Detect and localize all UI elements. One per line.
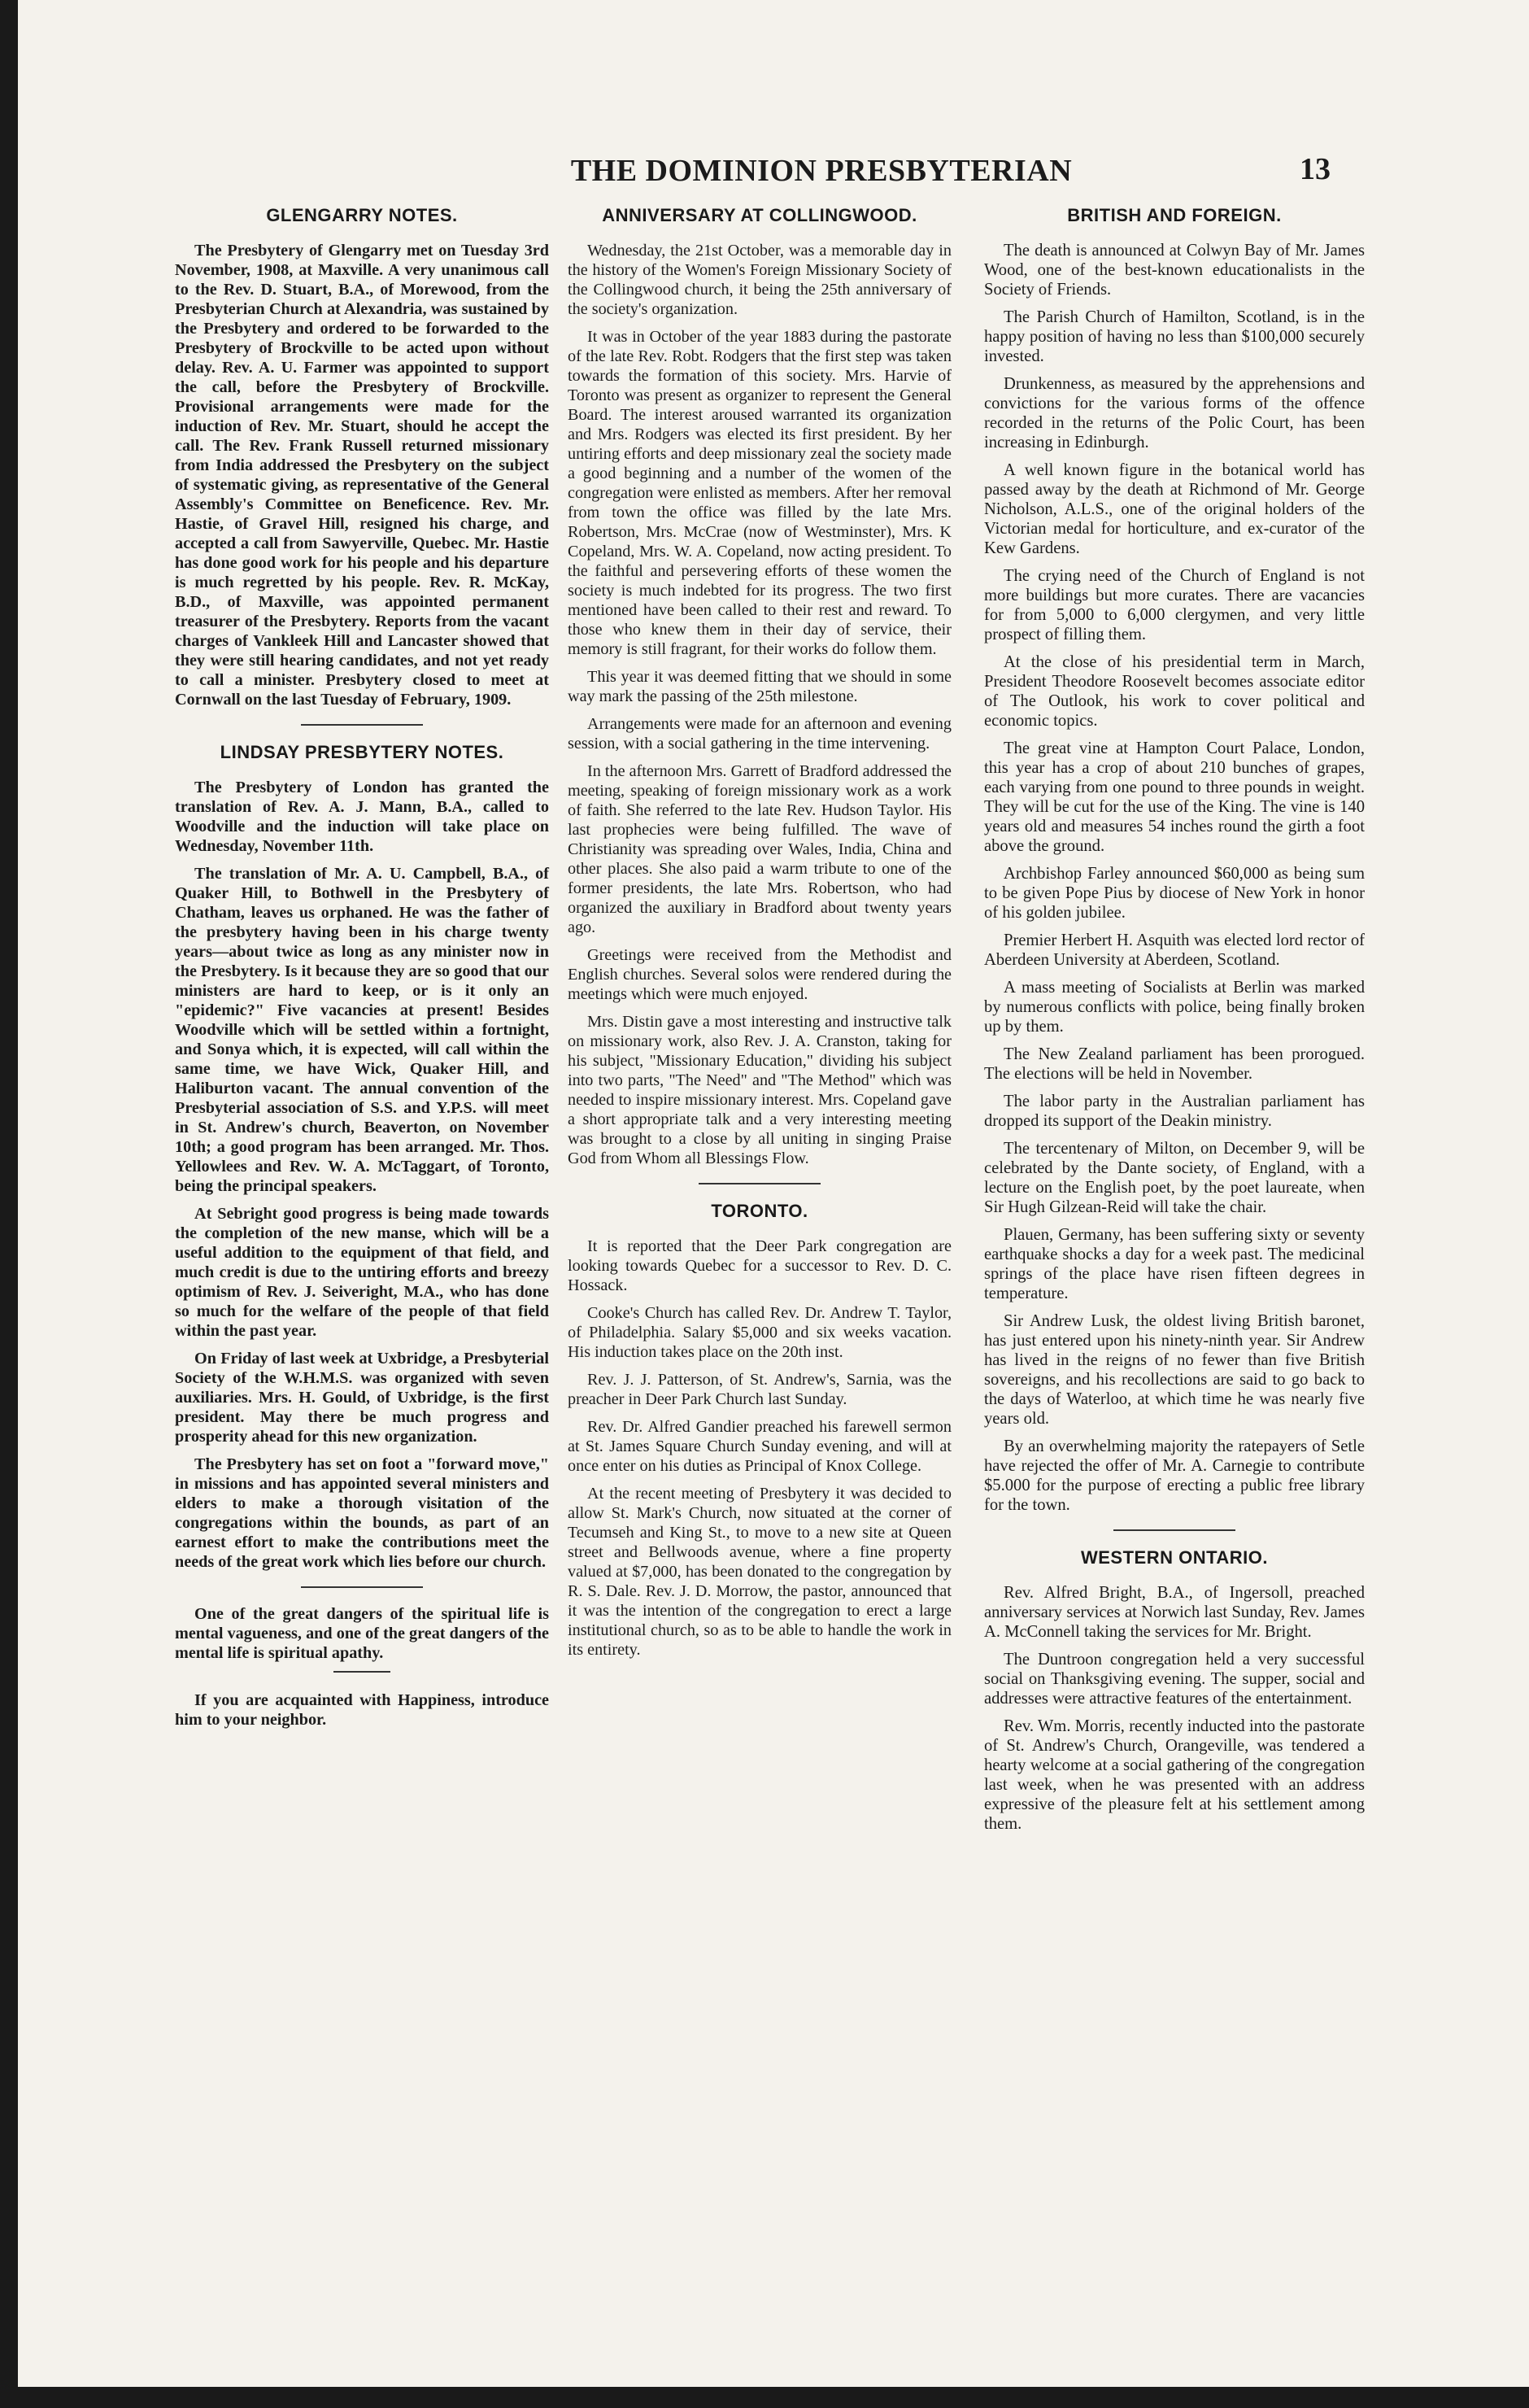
british-paragraph: The New Zealand parliament has been prorogued. The elections will be held in November. (984, 1045, 1365, 1083)
section-divider (301, 724, 423, 726)
column-right (984, 205, 1365, 1842)
anniversary-paragraph: This year it was deemed fitting that we should in some way mark the passing of the 25th milestone. (568, 668, 952, 705)
british-paragraph: Plauen, Germany, has been suffering sixty or seventy earthquake shocks a day for a week past. The medicinal springs of the place have risen fifteen degrees in temperature. (984, 1226, 1365, 1302)
british-paragraph: At the close of his presidential term in March, President Theodore Roosevelt becomes associate editor of The Outlook, his work to cover political and economic topics. (984, 653, 1365, 730)
lindsay-paragraph: The Presbytery of London has granted the translation of Rev. A. J. Mann, B.A., called to Woodville and the induction will take place on Wednesday, November 11th. (175, 779, 549, 855)
column-left (175, 205, 549, 1738)
page-number: 13 (1300, 152, 1331, 186)
british-paragraph: The death is announced at Colwyn Bay of Mr. James Wood, one of the best-known educationalists in the Society of Friends. (984, 242, 1365, 299)
lindsay-heading: LINDSAY PRESBYTERY NOTES. (220, 742, 504, 762)
western-ontario-heading: WESTERN ONTARIO. (1080, 1547, 1269, 1568)
lindsay-paragraph: At Sebright good progress is being made towards the completion of the new manse, which will be a useful addition to the equipment of that field, and much credit is due to the untiring efforts and breezy optimism of Rev. J. Seiveright, M.A., who has done so much for the welfare of the people of that field within the past year. (175, 1205, 549, 1340)
lindsay-paragraph: The translation of Mr. A. U. Campbell, B.A., of Quaker Hill, to Bothwell in the Presbytery of Chatham, leaves us orphaned. He was the father of the presbytery having been in his charge twenty years—about twice as long as any minister now in the Presbytery. Is it because they are so good that our ministers are hard to keep, or is it only an "epidemic?" Five vacancies at present! Besides Woodville which will be settled within a fortnight, and Sonya which, it is expected, will call within the same time, we have Wick, Quaker Hill, and Haliburton vacant. The annual convention of the Presbyterial association of S.S. and Y.P.S. will meet in St. Andrew's church, Beaverton, on November 10th; a good program has been arranged. Mr. Thos. Yellowlees and Rev. W. A. McTaggart, of Toronto, being the principal speakers. (175, 865, 549, 1195)
closing-quote: One of the great dangers of the spiritual life is mental vagueness, and one of the great dangers of the mental life is spiritual apathy. (175, 1605, 549, 1662)
section-divider (1113, 1529, 1235, 1531)
british-paragraph: The Parish Church of Hamilton, Scotland, is in the happy position of having no less than $100,000 securely invested. (984, 308, 1365, 365)
toronto-paragraph: Rev. Dr. Alfred Gandier preached his farewell sermon at St. James Square Church Sunday evening, and will at once enter on his duties as Principal of Knox College. (568, 1418, 952, 1475)
anniversary-paragraph: Arrangements were made for an afternoon and evening session, with a social gathering in the time intervening. (568, 715, 952, 752)
british-paragraph: Drunkenness, as measured by the apprehensions and convictions for the various forms of the offence recorded in the returns of the Polic Court, has been increasing in Edinburgh. (984, 375, 1365, 452)
lindsay-paragraph: The Presbytery has set on foot a "forward move," in missions and has appointed several ministers and elders to make a thorough visitation of the congregations within the bounds, as part of an earnest effort to make the contributions meet the needs of the great work which lies before our church. (175, 1455, 549, 1571)
scan-edge-left (0, 0, 18, 2408)
british-paragraph: Premier Herbert H. Asquith was elected lord rector of Aberdeen University at Aberdeen, Scotland. (984, 931, 1365, 969)
section-divider (301, 1586, 423, 1588)
toronto-heading: TORONTO. (711, 1201, 808, 1221)
western-paragraph: The Duntroon congregation held a very successful social on Thanksgiving evening. The supper, social and addresses were attractive features of the entertainment. (984, 1651, 1365, 1708)
masthead: THE DOMINION PRESBYTERIAN (570, 154, 1073, 188)
british-paragraph: By an overwhelming majority the ratepayers of Setle have rejected the offer of Mr. A. Carnegie to contribute $5.000 for the purpose of erecting a public free library for the town. (984, 1437, 1365, 1514)
western-paragraph: Rev. Wm. Morris, recently inducted into the pastorate of St. Andrew's Church, Orangeville, was tendered a hearty welcome at a social gathering of the congregation last week, when he was presented with an address expressive of the pleasure felt at his settlement among them. (984, 1717, 1365, 1833)
anniversary-paragraph: Greetings were received from the Methodist and English churches. Several solos were rendered during the meetings which were much enjoyed. (568, 946, 952, 1003)
british-paragraph: A mass meeting of Socialists at Berlin was marked by numerous conflicts with police, being finally broken up by them. (984, 979, 1365, 1036)
british-paragraph: A well known figure in the botanical world has passed away by the death at Richmond of Mr. George Nicholson, A.L.S., one of the original holders of the Victorian medal for horticulture, and ex-curator of the Kew Gardens. (984, 461, 1365, 557)
toronto-paragraph: Cooke's Church has called Rev. Dr. Andrew T. Taylor, of Philadelphia. Salary $5,000 and six weeks vacation. His induction takes place on the 20th inst. (568, 1304, 952, 1361)
column-middle (568, 205, 952, 1668)
toronto-paragraph: At the recent meeting of Presbytery it was decided to allow St. Mark's Church, now situated at the corner of Tecumseh and King St., to move to a new site at Queen street and Bellwoods avenue, where a fine property valued at $7,000, has been donated to the congregation by R. S. Dale. Rev. J. D. Morrow, the pastor, announced that it was the intention of the congregation to erect a large institutional church, so as to be able to handle the work in its entirety. (568, 1485, 952, 1659)
anniversary-paragraph: It was in October of the year 1883 during the pastorate of the late Rev. Robt. Rodgers that the first step was taken towards the formation of this society. Mrs. Harvie of Toronto was present as organizer to represent the General Board. The interest aroused warranted its organization and Mrs. Rodgers was elected its first president. By her untiring efforts and deep missionary zeal the society made a good beginning and a number of the women of the congregation were enlisted as members. After her removal from town the office was filled by the late Mrs. Robertson, Mrs. McCrae (now of Westminster), Mrs. K Copeland, Mrs. W. A. Copeland, now acting president. To the faithful and persevering efforts of these women the society is much indebted for its progress. The two first mentioned have been called to their rest and reward. To those who knew them in their day of service, their memory is still fragrant, for their works do follow them. (568, 328, 952, 658)
british-paragraph: The labor party in the Australian parliament has dropped its support of the Deakin ministry. (984, 1093, 1365, 1130)
british-paragraph: Archbishop Farley announced $60,000 as being sum to be given Pope Pius by diocese of New York in honor of his golden jubilee. (984, 865, 1365, 922)
lindsay-paragraph: On Friday of last week at Uxbridge, a Presbyterial Society of the W.H.M.S. was organized with seven auxiliaries. Mrs. H. Gould, of Uxbridge, is the first president. May there be much progress and prosperity ahead for this new organization. (175, 1350, 549, 1446)
british-paragraph: The great vine at Hampton Court Palace, London, this year has a crop of about 210 bunches of grapes, each varying from one pound to three pounds in weight. They will be cut for the use of the King. The vine is 140 years old and measures 54 inches round the girth a foot above the ground. (984, 739, 1365, 855)
british-paragraph: Sir Andrew Lusk, the oldest living British baronet, has just entered upon his ninety-ninth year. Sir Andrew has lived in the reigns of no fewer than five British sovereigns, and his recollections are said to go back to the days of Waterloo, at which time he was nearly five years old. (984, 1312, 1365, 1428)
glengarry-paragraph: The Presbytery of Glengarry met on Tuesday 3rd November, 1908, at Maxville. A very unanimous call to the Rev. D. Stuart, B.A., of Morewood, from the Presbyterian Church at Alexandria, was sustained by the Presbytery and ordered to be forwarded to the Presbytery of Brockville to be acted upon without delay. Rev. A. U. Farmer was appointed to support the call, before the Presbytery of Brockville. Provisional arrangements were made for the induction of Rev. Mr. Stuart, should he accept the call. The Rev. Frank Russell returned missionary from India addressed the Presbytery on the subject of systematic giving, as representative of the General Assembly's Committee on Beneficence. Rev. Mr. Hastie, of Gravel Hill, resigned his charge, and accepted a call from Sawyerville, Quebec. Mr. Hastie has done good work for his people and his departure is much regretted by his people. Rev. R. McKay, B.D., of Maxville, was appointed permanent treasurer of the Presbytery. Reports from the vacant charges of Vankleek Hill and Lancaster showed that they were still hearing candidates, and not yet ready to call a minister. Presbytery closed to meet at Cornwall on the last Tuesday of February, 1909. (175, 242, 549, 709)
scan-edge-bottom (0, 2387, 1529, 2408)
british-paragraph: The crying need of the Church of England is not more buildings but more curates. There are vacancies for from 5,000 to 6,000 clergymen, and very little prospect of filling them. (984, 567, 1365, 643)
anniversary-paragraph: Wednesday, the 21st October, was a memorable day in the history of the Women's Foreign Missionary Society of the Collingwood church, it being the 25th anniversary of the society's organization. (568, 242, 952, 318)
western-paragraph: Rev. Alfred Bright, B.A., of Ingersoll, preached anniversary services at Norwich last Sunday, Rev. James A. McConnell taking the services for Mr. Bright. (984, 1584, 1365, 1641)
section-divider (699, 1183, 821, 1184)
anniversary-paragraph: In the afternoon Mrs. Garrett of Bradford addressed the meeting, speaking of foreign missionary work as a work of faith. She referred to the late Rev. Hudson Taylor. His last prophecies were being fulfilled. The wave of Christianity was spreading over Wales, India, China and other places. She also paid a warm tribute to one of the former presidents, the late Mrs. Robertson, who had organized the auxiliary in Bradford about twenty years ago. (568, 762, 952, 936)
anniversary-paragraph: Mrs. Distin gave a most interesting and instructive talk on missionary work, also Rev. J. A. Cranston, taking for his subject, "Missionary Education," dividing his subject into two parts, "The Need" and "The Method" which was needed to inspire missionary interest. Mrs. Copeland gave a short appropriate talk and a very interesting meeting was brought to a close by all uniting in singing Praise God from Whom all Blessings Flow. (568, 1013, 952, 1167)
toronto-paragraph: It is reported that the Deer Park congregation are looking towards Quebec for a successor to Rev. D. C. Hossack. (568, 1237, 952, 1294)
closing-quote: If you are acquainted with Happiness, introduce him to your neighbor. (175, 1691, 549, 1729)
anniversary-heading: ANNIVERSARY AT COLLINGWOOD. (602, 205, 917, 225)
toronto-paragraph: Rev. J. J. Patterson, of St. Andrew's, Sarnia, was the preacher in Deer Park Church last Sunday. (568, 1371, 952, 1408)
glengarry-heading: GLENGARRY NOTES. (266, 205, 458, 225)
short-divider (333, 1671, 390, 1673)
british-paragraph: The tercentenary of Milton, on December 9, will be celebrated by the Dante society, of England, with a lecture on the English poet, by the poet laureate, when Sir Hugh Gilzean-Reid will take the chair. (984, 1140, 1365, 1216)
british-foreign-heading: BRITISH AND FOREIGN. (1067, 205, 1282, 225)
